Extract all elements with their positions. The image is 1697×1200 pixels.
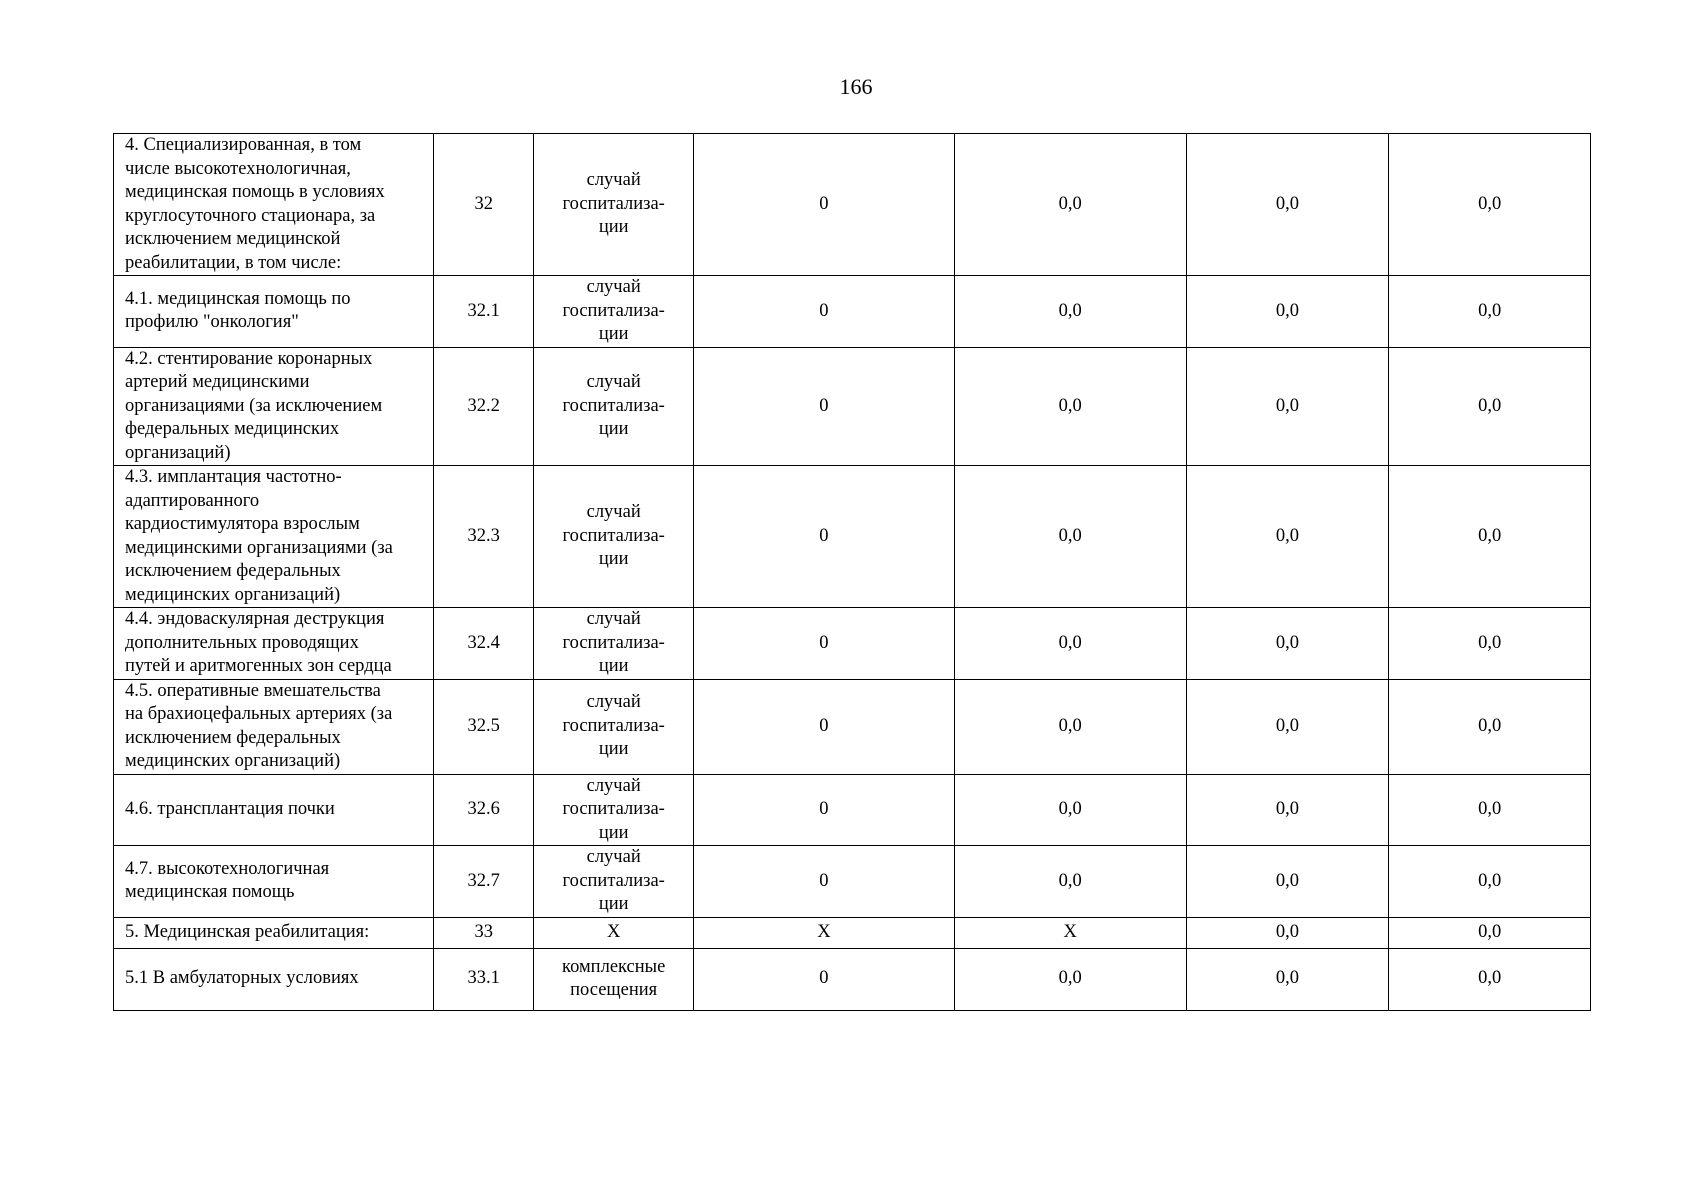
row-name-cell: 4.5. оперативные вмешательства на брахиоцефальных артериях (за исключением федеральных медицинских организаций): [114, 679, 434, 774]
row-value-cell: 0,0: [954, 466, 1186, 608]
table-row: [114, 774, 1591, 846]
table-row: [114, 846, 1591, 918]
row-value-cell: 0,0: [1389, 347, 1591, 466]
row-unit-cell: случай госпитализа- ции: [534, 134, 694, 276]
row-value-cell: 0,0: [1186, 917, 1389, 948]
row-code-cell: 32.7: [434, 846, 534, 918]
row-unit-cell: случай госпитализа- ции: [534, 608, 694, 680]
row-value-cell: 0,0: [1389, 846, 1591, 918]
table-row: [114, 134, 1591, 276]
row-value-cell: 0: [693, 948, 954, 1010]
table-row: [114, 679, 1591, 774]
row-value-cell: X: [693, 917, 954, 948]
page-number: 166: [839, 74, 873, 99]
row-name-cell: 4.1. медицинская помощь по профилю "онкология": [114, 276, 434, 348]
row-value-cell: 0,0: [1389, 134, 1591, 276]
row-value-cell: 0: [693, 608, 954, 680]
row-code-cell: 32.3: [434, 466, 534, 608]
row-value-cell: 0,0: [1389, 917, 1591, 948]
row-unit-cell: случай госпитализа- ции: [534, 347, 694, 466]
row-unit-cell: случай госпитализа- ции: [534, 846, 694, 918]
row-code-cell: 32.5: [434, 679, 534, 774]
row-code-cell: 32.6: [434, 774, 534, 846]
row-value-cell: 0,0: [954, 846, 1186, 918]
row-code-cell: 33.1: [434, 948, 534, 1010]
row-value-cell: 0,0: [1186, 948, 1389, 1010]
row-value-cell: 0,0: [1186, 347, 1389, 466]
row-value-cell: 0,0: [1186, 608, 1389, 680]
row-value-cell: 0,0: [1389, 608, 1591, 680]
row-value-cell: 0,0: [1389, 466, 1591, 608]
row-value-cell: 0,0: [1186, 774, 1389, 846]
row-name-cell: 4.6. трансплантация почки: [114, 774, 434, 846]
table-row: [114, 466, 1591, 608]
row-value-cell: 0: [693, 347, 954, 466]
row-value-cell: 0,0: [1186, 276, 1389, 348]
row-value-cell: 0: [693, 276, 954, 348]
row-value-cell: 0,0: [1186, 466, 1389, 608]
row-unit-cell: X: [534, 917, 694, 948]
row-code-cell: 32.4: [434, 608, 534, 680]
row-value-cell: 0,0: [954, 948, 1186, 1010]
row-value-cell: 0: [693, 466, 954, 608]
row-value-cell: 0,0: [954, 608, 1186, 680]
row-value-cell: 0,0: [954, 347, 1186, 466]
row-value-cell: 0,0: [1186, 679, 1389, 774]
row-code-cell: 32.1: [434, 276, 534, 348]
row-value-cell: 0: [693, 679, 954, 774]
row-unit-cell: случай госпитализа- ции: [534, 774, 694, 846]
row-name-cell: 4.2. стентирование коронарных артерий медицинскими организациями (за исключением федеральных медицинских организаций): [114, 347, 434, 466]
row-value-cell: X: [954, 917, 1186, 948]
row-name-cell: 4.4. эндоваскулярная деструкция дополнительных проводящих путей и аритмогенных зон сердца: [114, 608, 434, 680]
row-name-cell: 5.1 В амбулаторных условиях: [114, 948, 434, 1010]
row-name-cell: 4.3. имплантация частотно- адаптированного кардиостимулятора взрослым медицинскими организациями (за исключением федеральных медицинских организаций): [114, 466, 434, 608]
row-value-cell: 0,0: [954, 276, 1186, 348]
table-row: [114, 948, 1591, 1010]
row-value-cell: 0,0: [954, 774, 1186, 846]
row-code-cell: 33: [434, 917, 534, 948]
row-unit-cell: комплексные посещения: [534, 948, 694, 1010]
row-value-cell: 0: [693, 846, 954, 918]
row-code-cell: 32: [434, 134, 534, 276]
row-value-cell: 0: [693, 774, 954, 846]
row-value-cell: 0,0: [1389, 948, 1591, 1010]
row-value-cell: 0: [693, 134, 954, 276]
table-row: [114, 608, 1591, 680]
table-row: [114, 276, 1591, 348]
row-name-cell: 5. Медицинская реабилитация:: [114, 917, 434, 948]
row-code-cell: 32.2: [434, 347, 534, 466]
table-row: [114, 347, 1591, 466]
row-unit-cell: случай госпитализа- ции: [534, 466, 694, 608]
data-table: [113, 133, 1591, 1011]
row-value-cell: 0,0: [954, 679, 1186, 774]
row-value-cell: 0,0: [1389, 276, 1591, 348]
row-name-cell: 4.7. высокотехнологичная медицинская помощь: [114, 846, 434, 918]
row-value-cell: 0,0: [1389, 679, 1591, 774]
row-name-cell: 4. Специализированная, в том числе высокотехнологичная, медицинская помощь в условиях круглосуточного стационара, за исключением медицинской реабилитации, в том числе:: [114, 134, 434, 276]
row-unit-cell: случай госпитализа- ции: [534, 276, 694, 348]
row-unit-cell: случай госпитализа- ции: [534, 679, 694, 774]
table-row: [114, 917, 1591, 948]
row-value-cell: 0,0: [1186, 134, 1389, 276]
row-value-cell: 0,0: [1389, 774, 1591, 846]
row-value-cell: 0,0: [954, 134, 1186, 276]
row-value-cell: 0,0: [1186, 846, 1389, 918]
